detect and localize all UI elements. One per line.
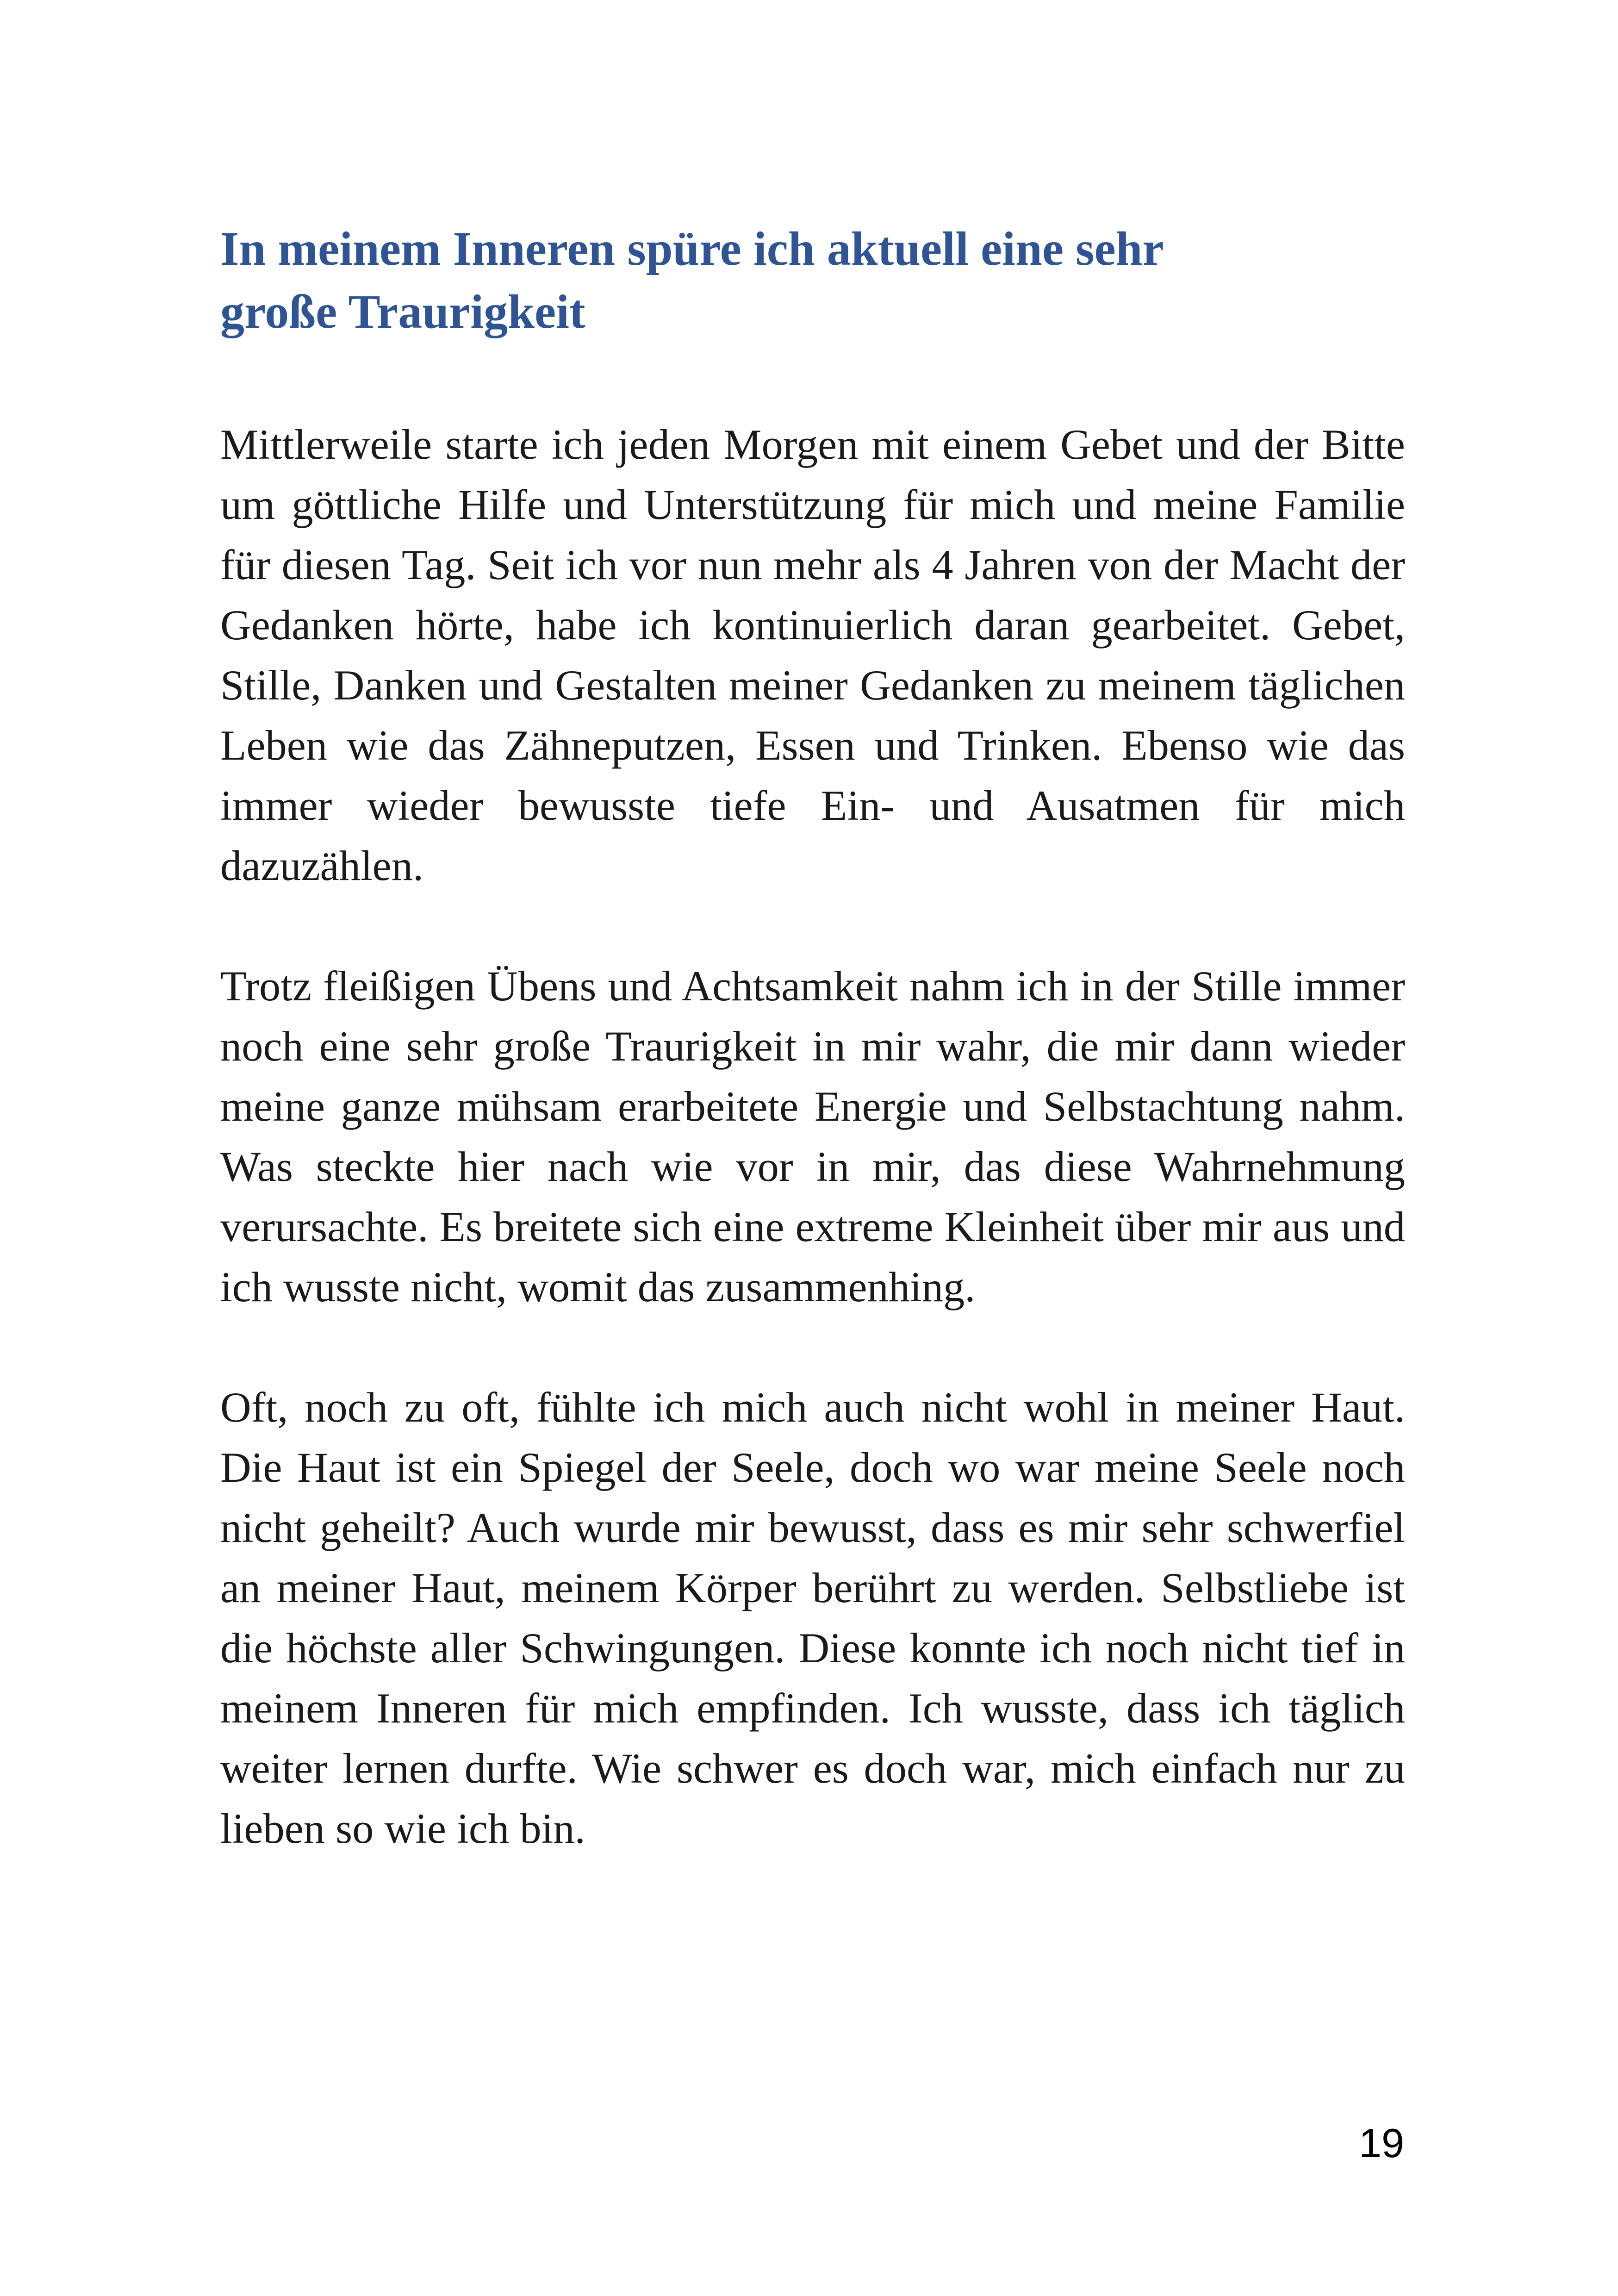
paragraph-3: Oft, noch zu oft, fühlte ich mich auch nicht wohl in meiner Haut. Die Haut ist ein Spiegel der Seele, doch wo war meine Seele noch nicht geheilt? Auch wurde mir bewusst, dass es mir sehr schwerfiel an meiner Haut, meinem Körper berührt zu werden. Selbstliebe ist die höchste aller Schwingungen. Diese konnte ich noch nicht tief in meinem Inneren für mich empfinden. Ich wusste, dass ich täglich weiter lernen durfte. Wie schwer es doch war, mich einfach nur zu lieben so wie ich bin.: [220, 1384, 1405, 1853]
page-content: [220, 218, 1405, 1859]
page-number: 19: [1359, 2120, 1404, 2166]
chapter-heading: [220, 218, 1405, 343]
chapter-heading-line-2: große Traurigkeit: [220, 285, 585, 338]
paragraph-2: Trotz fleißigen Übens und Achtsamkeit nahm ich in der Stille immer noch eine sehr große Traurigkeit in mir wahr, die mir dann wieder meine ganze mühsam erarbeitete Energie und Selbstachtung nahm. Was steckte hier nach wie vor in mir, das diese Wahrnehmung verursachte. Es breitete sich eine extreme Kleinheit über mir aus und ich wusste nicht, womit das zusammenhing.: [220, 963, 1405, 1311]
paragraph-1: Mittlerweile starte ich jeden Morgen mit einem Gebet und der Bitte um göttliche Hilfe und Unterstützung für mich und meine Familie für diesen Tag. Seit ich vor nun mehr als 4 Jahren von der Macht der Gedanken hörte, habe ich kontinuierlich daran gearbeitet. Gebet, Stille, Danken und Gestalten meiner Gedanken zu meinem täglichen Leben wie das Zähneputzen, Essen und Trinken. Ebenso wie das immer wieder bewusste tiefe Ein- und Ausatmen für mich dazuzählen.: [220, 421, 1405, 890]
chapter-heading-line-1: In meinem Inneren spüre ich aktuell eine sehr: [220, 222, 1164, 275]
